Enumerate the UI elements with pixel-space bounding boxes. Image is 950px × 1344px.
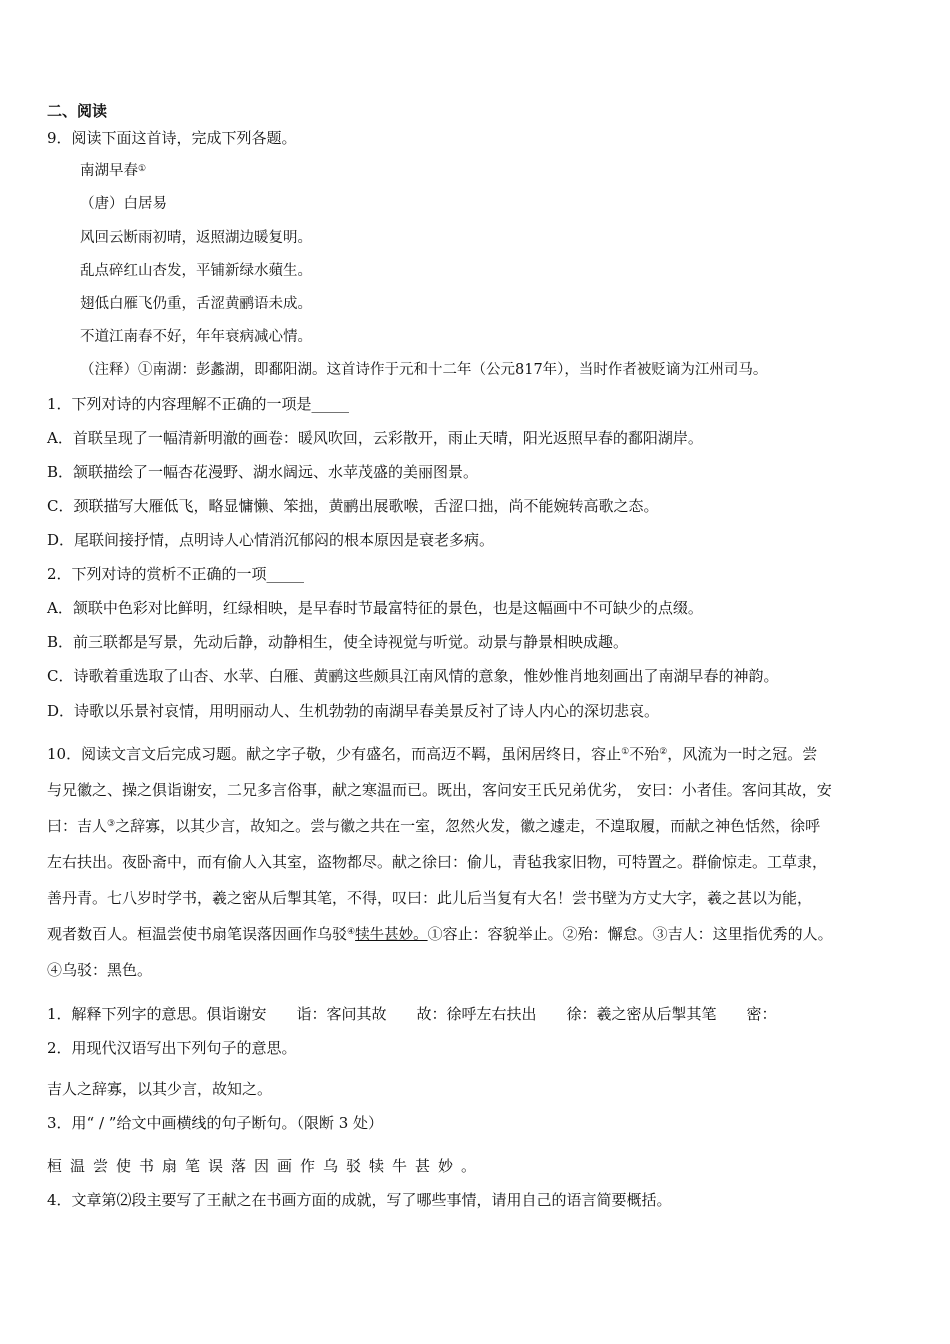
q9-sub2-option-b: B．前三联都是写景，先动后静，动静相生，使全诗视觉与听觉。动景与静景相映成趣。 [47, 633, 629, 651]
q9-sub2-option-d: D．诗歌以乐景衬哀情，用明丽动人、生机勃勃的南湖早春美景反衬了诗人内心的深切悲哀。 [47, 702, 660, 720]
q9-sub2-option-c: C．诗歌着重选取了山杏、水苹、白雁、黄鹂这些颇具江南风情的意象，惟妙惟肖地刻画出了南湖早春的神韵。 [47, 667, 779, 685]
q9-sub2-question: 2．下列对诗的赏析不正确的一项_____ [47, 565, 305, 583]
poem-line: 乱点碎红山杏发，平铺新绿水蘋生。 [80, 263, 312, 279]
underlined-sentence: 犊牛甚妙。 [355, 927, 428, 943]
q9-sub1-option-c: C．颈联描写大雁低飞，略显慵懒、笨拙，黄鹂出展歌喉，舌涩口拙，尚不能婉转高歌之态。 [47, 497, 659, 515]
q10-passage-line: 观者数百人。桓温尝使书扇笔误落因画作乌驳④犊牛甚妙。①容止：容貌举止。②殆：懈怠。③吉人：这里指优秀的人。 [47, 925, 833, 943]
poem-author: （唐）白居易 [80, 196, 167, 212]
poem-line: 不道江南春不好，年年衰病减心情。 [80, 329, 312, 345]
q10-sub2-sentence: 吉人之辞寡，以其少言，故知之。 [47, 1080, 273, 1098]
q10-sub3: 3．用“ / ”给文中画横线的句子断句。（限断 3 处） [47, 1114, 384, 1132]
q10-passage-line: 10．阅读文言文后完成习题。献之字子敬，少有盛名，而高迈不羁，虽闲居终日，容止①不殆②，风流为一时之冠。尝 [47, 745, 818, 763]
poem-line: 翅低白雁飞仍重，舌涩黄鹂语未成。 [80, 296, 312, 312]
section-title: 二、阅读 [47, 102, 108, 120]
q10-sub1: 1．解释下列字的意思。俱诣谢安 诣：客问其故 故：徐呼左右扶出 徐：羲之密从后掣其笔 密： [47, 1005, 777, 1023]
q10-passage-line: 善丹青。七八岁时学书，羲之密从后掣其笔，不得，叹曰：此儿后当复有大名！尝书壁为方丈大字，羲之甚以为能， [47, 889, 813, 907]
q10-passage-line: 左右扶出。夜卧斋中，而有偷人入其室，盗物都尽。献之徐曰：偷儿，青毡我家旧物，可特置之。群偷惊走。工草隶， [47, 853, 828, 871]
q9-sub2-option-a: A．颔联中色彩对比鲜明，红绿相映，是早春时节最富特征的景色，也是这幅画中不可缺少的点缀。 [47, 599, 703, 617]
q9-sub1-option-b: B．颔联描绘了一幅杏花漫野、湖水阔远、水苹茂盛的美丽图景。 [47, 463, 479, 481]
q10-passage-line: 曰：吉人③之辞寡，以其少言，故知之。尝与徽之共在一室，忽然火发，徽之遽走，不遑取履，而献之神色恬然，徐呼 [47, 817, 821, 835]
poem-title: 南湖早春① [80, 163, 147, 179]
q9-sub1-option-a: A．首联呈现了一幅清新明澈的画卷：暖风吹回，云彩散开，雨止天晴，阳光返照早春的鄱阳湖岸。 [47, 429, 703, 447]
q9-sub1-question: 1．下列对诗的内容理解不正确的一项是_____ [47, 395, 350, 413]
q10-passage-line: 与兄徽之、操之俱诣谢安，二兄多言俗事，献之寒温而已。既出，客问安王氏兄弟优劣， 安曰：小者佳。客问其故，安 [47, 781, 832, 799]
poem-note: （注释）①南湖：彭蠡湖，即鄱阳湖。这首诗作于元和十二年（公元817年），当时作者被贬谪为江州司马。 [80, 362, 768, 378]
poem-line: 风回云断雨初晴，返照湖边暖复明。 [80, 230, 312, 246]
q10-sub4: 4．文章第⑵段主要写了王献之在书画方面的成就，写了哪些事情，请用自己的语言简要概括。 [47, 1191, 672, 1209]
q10-passage-line: ④乌驳：黑色。 [47, 961, 153, 979]
q10-sub2: 2．用现代汉语写出下列句子的意思。 [47, 1039, 297, 1057]
q10-sub3-sentence: 桓温尝使书扇笔误落因画作乌驳犊牛甚妙。 [47, 1157, 485, 1175]
q9-sub1-option-d: D．尾联间接抒情，点明诗人心情消沉郁闷的根本原因是衰老多病。 [47, 531, 495, 549]
q9-prompt: 9．阅读下面这首诗，完成下列各题。 [47, 129, 297, 147]
